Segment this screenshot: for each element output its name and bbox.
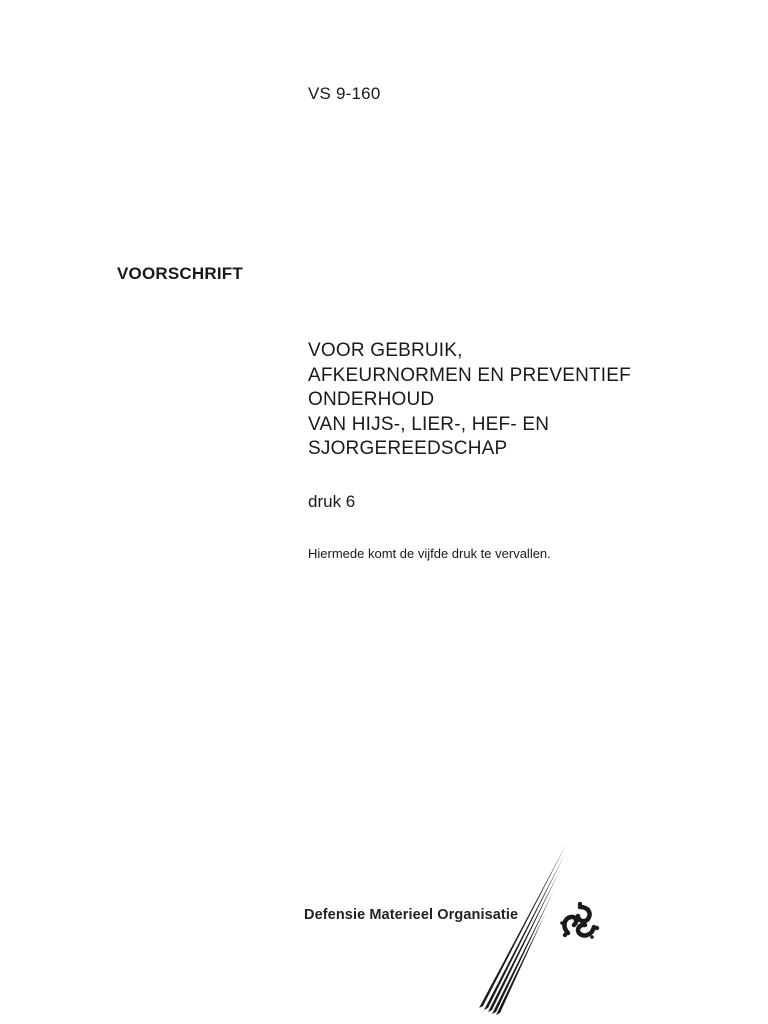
document-type: VOORSCHRIFT [117, 264, 243, 283]
title-line: VAN HIJS-, LIER-, HEF- EN [308, 413, 550, 435]
title-line: VOOR GEBRUIK, [308, 340, 463, 361]
edition-label: druk 6 [308, 492, 356, 511]
document-title [308, 339, 631, 462]
supersedes-note: Hiermede komt de vijfde druk te vervallen. [308, 546, 551, 561]
title-line: SJORGEREEDSCHAP [308, 438, 508, 459]
document-code: VS 9-160 [308, 84, 381, 103]
dmo-emblem-icon [558, 901, 602, 945]
organization-name: Defensie Materieel Organisatie [304, 907, 519, 923]
title-line: ONDERHOUD [308, 389, 435, 410]
title-line: AFKEURNORMEN EN PREVENTIEF [308, 364, 631, 386]
